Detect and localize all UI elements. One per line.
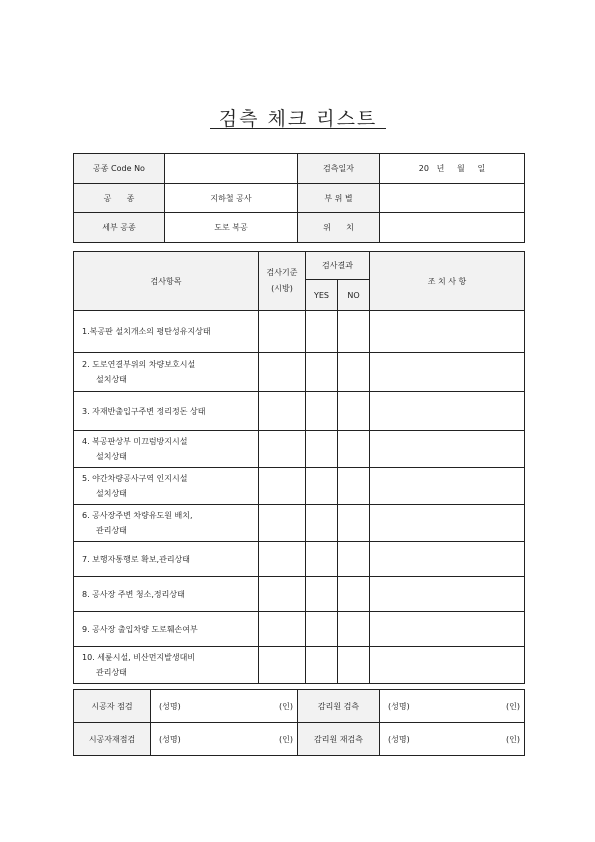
criteria-cell — [259, 647, 306, 684]
contractor-check-sign[interactable] — [151, 690, 298, 723]
check-item-line2: 설치상태 — [96, 375, 127, 384]
date-label: 검측일자 — [298, 154, 380, 184]
header-no: NO — [338, 280, 370, 311]
check-item-line1: 5. 야간차량공사구역 인지시설 — [82, 474, 188, 483]
check-item-line1: 2. 도로연결부위의 차량보호시설 — [82, 360, 196, 369]
no-cell[interactable] — [338, 542, 370, 577]
table-row — [74, 647, 525, 684]
sign-name-text: (성명) — [159, 734, 181, 744]
action-cell[interactable] — [370, 542, 525, 577]
work-value: 지하철 공사 — [165, 184, 298, 213]
manager-check-label: 감리원 검측 — [298, 690, 380, 723]
check-item-line1: 6. 공사장주변 차량유도원 배치, — [82, 511, 193, 520]
check-item-line1: 7. 보행자통행로 확보,관리상태 — [82, 554, 190, 564]
yes-cell[interactable] — [306, 392, 338, 431]
table-row — [74, 505, 525, 542]
work-label: 공 종 — [74, 184, 165, 213]
criteria-cell — [259, 392, 306, 431]
action-cell[interactable] — [370, 468, 525, 505]
sign-name-text: (성명) — [388, 734, 410, 744]
yes-cell[interactable] — [306, 353, 338, 392]
header-result: 검사결과 — [306, 252, 370, 280]
manager-recheck-label: 감리원 재검측 — [298, 723, 380, 756]
no-cell[interactable] — [338, 468, 370, 505]
seal-text: (인) — [279, 734, 293, 744]
check-item-line2: 관리상태 — [96, 526, 127, 535]
yes-cell[interactable] — [306, 577, 338, 612]
part-label: 부 위 별 — [298, 184, 380, 213]
yes-cell[interactable] — [306, 468, 338, 505]
criteria-cell — [259, 353, 306, 392]
yes-cell[interactable] — [306, 542, 338, 577]
action-cell[interactable] — [370, 505, 525, 542]
table-row — [74, 577, 525, 612]
action-cell[interactable] — [370, 612, 525, 647]
detail-label: 세부 공종 — [74, 213, 165, 243]
contractor-recheck-label: 시공자재점검 — [74, 723, 151, 756]
signature-table — [73, 689, 525, 756]
no-cell[interactable] — [338, 392, 370, 431]
check-item — [74, 431, 259, 468]
criteria-cell — [259, 431, 306, 468]
criteria-cell — [259, 505, 306, 542]
criteria-cell — [259, 311, 306, 353]
date-value: 20 년 월 일 — [380, 154, 525, 184]
action-cell[interactable] — [370, 577, 525, 612]
table-row — [74, 353, 525, 392]
check-item — [74, 505, 259, 542]
location-value — [380, 213, 525, 243]
no-cell[interactable] — [338, 431, 370, 468]
no-cell[interactable] — [338, 311, 370, 353]
seal-text: (인) — [506, 701, 520, 711]
header-yes: YES — [306, 280, 338, 311]
title-underline — [210, 128, 386, 129]
page-title: 검측 체크 리스트 — [218, 108, 378, 130]
criteria-cell — [259, 542, 306, 577]
check-item-line1: 10. 세륜시설, 비산먼지발생대비 — [82, 653, 196, 662]
action-cell[interactable] — [370, 311, 525, 353]
table-row — [74, 392, 525, 431]
code-label: 공종 Code No — [74, 154, 165, 184]
check-item-line1: 8. 공사장 주변 청소,정리상태 — [82, 589, 185, 599]
check-item — [74, 468, 259, 505]
action-cell[interactable] — [370, 353, 525, 392]
check-item — [74, 311, 259, 353]
yes-cell[interactable] — [306, 612, 338, 647]
check-item-line1: 3. 자재반출입구주변 정리정돈 상태 — [82, 406, 206, 416]
criteria-cell — [259, 468, 306, 505]
criteria-cell — [259, 577, 306, 612]
check-item — [74, 577, 259, 612]
checklist-table — [73, 251, 525, 684]
check-item-line2: 설치상태 — [96, 489, 127, 498]
manager-check-sign[interactable] — [380, 690, 525, 723]
code-value — [165, 154, 298, 184]
no-cell[interactable] — [338, 505, 370, 542]
table-row — [74, 612, 525, 647]
check-item-line2: 설치상태 — [96, 452, 127, 461]
action-cell[interactable] — [370, 431, 525, 468]
table-row — [74, 311, 525, 353]
check-item-line1: 4. 복공판상부 미끄럼방지시설 — [82, 437, 188, 446]
contractor-check-label: 시공자 점검 — [74, 690, 151, 723]
table-row — [74, 431, 525, 468]
no-cell[interactable] — [338, 612, 370, 647]
header-criteria-line2: (시방) — [271, 284, 293, 293]
table-row — [74, 542, 525, 577]
check-item-line1: 9. 공사장 출입차량 도로훼손여부 — [82, 624, 198, 634]
no-cell[interactable] — [338, 647, 370, 684]
seal-text: (인) — [279, 701, 293, 711]
check-item-line2: 관리상태 — [96, 668, 127, 677]
manager-recheck-sign[interactable] — [380, 723, 525, 756]
no-cell[interactable] — [338, 577, 370, 612]
action-cell[interactable] — [370, 392, 525, 431]
sign-name-text: (성명) — [388, 701, 410, 711]
check-item — [74, 353, 259, 392]
detail-value: 도로 복공 — [165, 213, 298, 243]
sign-name-text: (성명) — [159, 701, 181, 711]
yes-cell[interactable] — [306, 505, 338, 542]
yes-cell[interactable] — [306, 431, 338, 468]
yes-cell[interactable] — [306, 647, 338, 684]
check-item — [74, 612, 259, 647]
contractor-recheck-sign[interactable] — [151, 723, 298, 756]
location-label: 위 치 — [298, 213, 380, 243]
header-item: 검사항목 — [74, 252, 259, 311]
check-item — [74, 647, 259, 684]
check-item — [74, 542, 259, 577]
info-table — [73, 153, 525, 243]
header-criteria-line1: 검사기준 — [266, 268, 298, 277]
action-cell[interactable] — [370, 647, 525, 684]
table-row — [74, 468, 525, 505]
seal-text: (인) — [506, 734, 520, 744]
header-action: 조 치 사 항 — [370, 252, 525, 311]
header-criteria — [259, 252, 306, 311]
no-cell[interactable] — [338, 353, 370, 392]
criteria-cell — [259, 612, 306, 647]
part-value — [380, 184, 525, 213]
check-item-line1: 1.복공판 설치개소의 평탄성유지상태 — [82, 327, 211, 336]
check-item — [74, 392, 259, 431]
yes-cell[interactable] — [306, 311, 338, 353]
